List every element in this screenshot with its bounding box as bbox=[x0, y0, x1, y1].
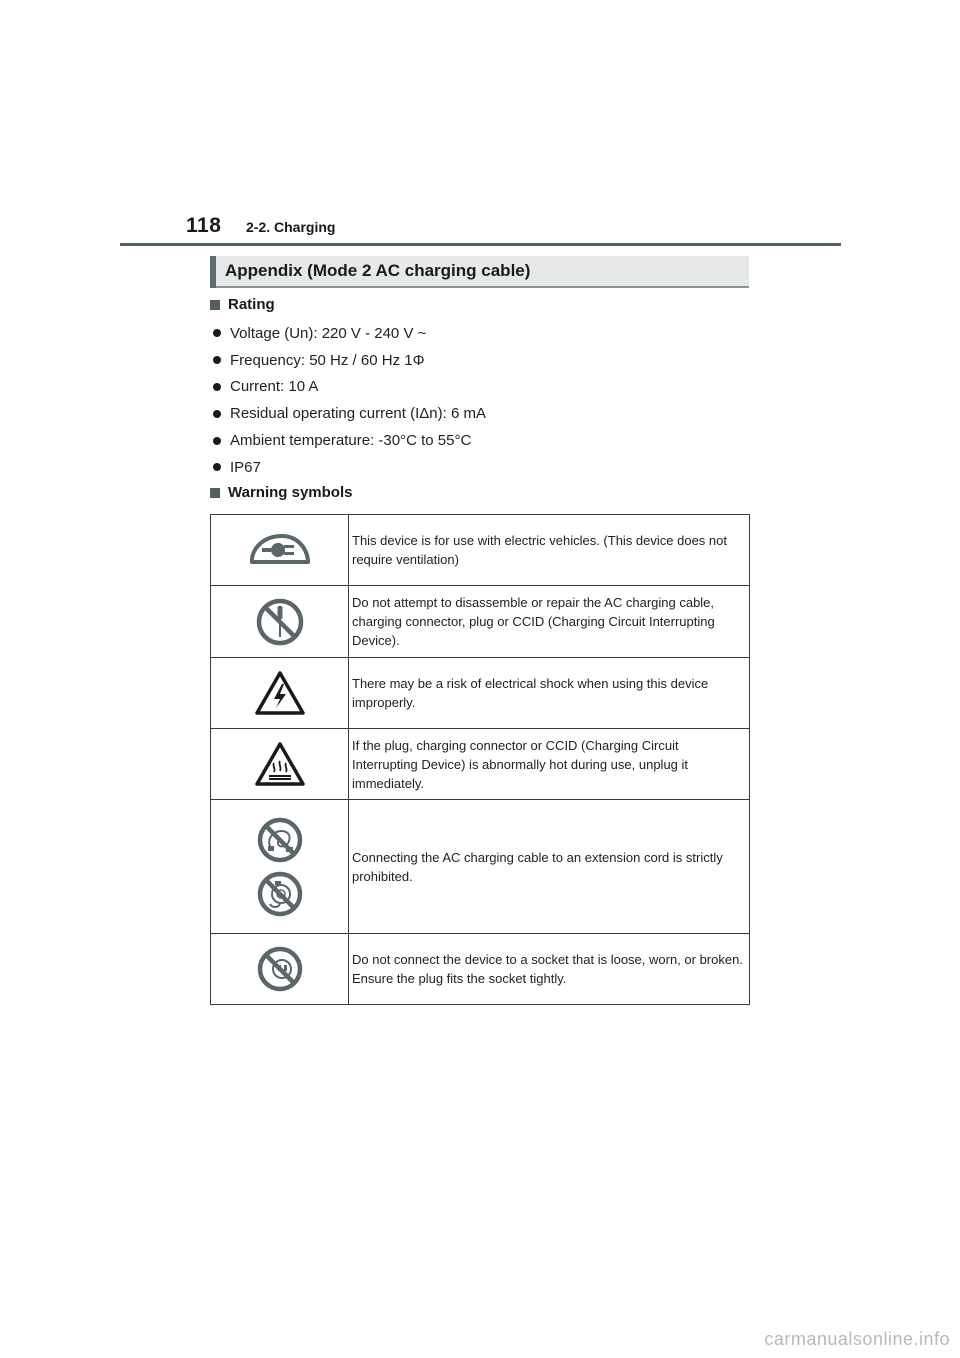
bullet-dot-icon bbox=[213, 329, 221, 337]
bullet-dot-icon bbox=[213, 410, 221, 418]
rating-heading bbox=[210, 296, 275, 313]
banner-title: Appendix (Mode 2 AC charging cable) bbox=[225, 261, 531, 280]
icon-cell bbox=[211, 658, 349, 729]
no-extension-cord-icon bbox=[256, 816, 304, 864]
bullet-dot-icon bbox=[213, 463, 221, 471]
table-row bbox=[211, 586, 750, 658]
warning-text: Do not connect the device to a socket that is loose, worn, or broken. Ensure the plug fits the socket tightly. bbox=[349, 934, 750, 1005]
square-bullet-icon bbox=[210, 488, 220, 498]
electric-vehicle-icon bbox=[248, 530, 312, 570]
warning-text: Do not attempt to disassemble or repair the AC charging cable, charging connector, plug or CCID (Charging Circuit Interrupting Device). bbox=[349, 586, 750, 658]
list-item bbox=[213, 427, 486, 454]
page-number: 118 bbox=[186, 214, 222, 237]
no-loose-socket-icon bbox=[256, 945, 304, 993]
page-header bbox=[0, 0, 960, 250]
hot-surface-warning-icon bbox=[254, 741, 306, 787]
no-disassembly-icon bbox=[255, 597, 305, 647]
section-name: 2-2. Charging bbox=[246, 219, 336, 235]
table-row bbox=[211, 729, 750, 800]
list-item-text: Ambient temperature: -30°C to 55°C bbox=[230, 432, 472, 450]
table-row bbox=[211, 934, 750, 1005]
rating-list bbox=[213, 320, 486, 481]
table-row bbox=[211, 515, 750, 586]
list-item-text: Residual operating current (IΔn): 6 mA bbox=[230, 405, 486, 423]
list-item bbox=[213, 374, 486, 401]
icon-cell bbox=[211, 515, 349, 586]
icon-cell bbox=[211, 800, 349, 934]
bullet-dot-icon bbox=[213, 356, 221, 364]
electric-shock-warning-icon bbox=[254, 670, 306, 716]
bullet-dot-icon bbox=[213, 383, 221, 391]
header-rule bbox=[120, 243, 841, 246]
section-banner bbox=[210, 256, 749, 288]
warning-text: There may be a risk of electrical shock when using this device improperly. bbox=[349, 658, 750, 729]
rating-heading-label: Rating bbox=[228, 296, 275, 313]
list-item bbox=[213, 454, 486, 481]
table-row bbox=[211, 800, 750, 934]
bullet-dot-icon bbox=[213, 437, 221, 445]
list-item-text: Frequency: 50 Hz / 60 Hz 1Φ bbox=[230, 351, 425, 369]
list-item bbox=[213, 347, 486, 374]
list-item bbox=[213, 320, 486, 347]
warning-text: This device is for use with electric vehicles. (This device does not require ventilation) bbox=[349, 515, 750, 586]
warning-symbols-heading bbox=[210, 484, 352, 501]
warning-text: Connecting the AC charging cable to an extension cord is strictly prohibited. bbox=[349, 800, 750, 934]
warning-symbols-heading-label: Warning symbols bbox=[228, 484, 353, 501]
list-item bbox=[213, 400, 486, 427]
list-item-text: Voltage (Un): 220 V - 240 V ~ bbox=[230, 324, 427, 342]
list-item-text: IP67 bbox=[230, 458, 261, 476]
watermark: carmanualsonline.info bbox=[764, 1329, 950, 1349]
list-item-text: Current: 10 A bbox=[230, 378, 319, 396]
icon-cell bbox=[211, 729, 349, 800]
warning-symbols-table bbox=[210, 514, 750, 1005]
warning-text: If the plug, charging connector or CCID (Charging Circuit Interrupting Device) is abnormally hot during use, unplug it immediately. bbox=[349, 729, 750, 800]
banner-accent-bar bbox=[210, 256, 216, 288]
table-row bbox=[211, 658, 750, 729]
square-bullet-icon bbox=[210, 300, 220, 310]
no-extension-cord-reel-icon bbox=[256, 870, 304, 918]
icon-cell bbox=[211, 586, 349, 658]
icon-cell bbox=[211, 934, 349, 1005]
